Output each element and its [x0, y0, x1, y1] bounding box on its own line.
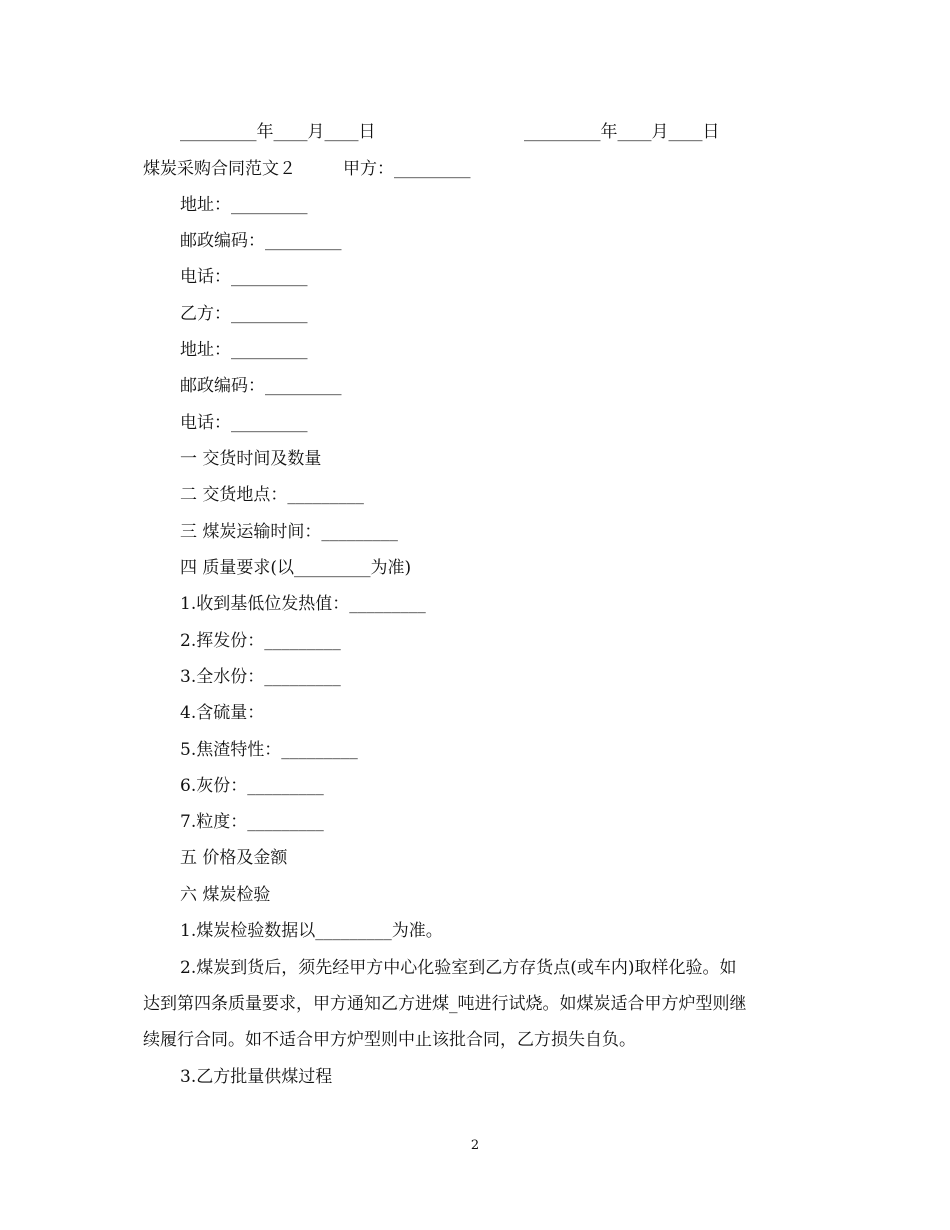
section-heading: 二 交货地点：_________: [180, 485, 364, 505]
quality-item: 4.含硫量：: [180, 703, 265, 723]
quality-item: 3.全水份：_________: [180, 667, 341, 687]
party-a-address: 地址：_________: [180, 195, 308, 215]
party-b-address: 地址：_________: [180, 340, 308, 360]
signature-date-left: _________年____月____日: [180, 122, 376, 142]
inspection-item: 3.乙方批量供煤过程: [180, 1067, 333, 1087]
party-b-phone: 电话：_________: [180, 413, 308, 433]
inspection-paragraph-line: 达到第四条质量要求，甲方通知乙方进煤_吨进行试烧。如煤炭适合甲方炉型则继: [143, 994, 747, 1014]
quality-item: 2.挥发份：_________: [180, 631, 341, 651]
party-a-postal-code: 邮政编码：_________: [180, 231, 342, 251]
party-b-field: 乙方：_________: [180, 304, 308, 324]
section-heading: 五 价格及金额: [180, 848, 288, 868]
quality-item: 1.收到基低位发热值：_________: [180, 594, 426, 614]
quality-item: 6.灰份：_________: [180, 776, 324, 796]
document-title: 煤炭采购合同范文２: [143, 159, 296, 179]
party-b-postal-code: 邮政编码：_________: [180, 376, 342, 396]
page-number: 2: [470, 1138, 480, 1153]
inspection-item: 1.煤炭检验数据以_________为准。: [180, 921, 443, 941]
party-a-field: 甲方：_________: [343, 159, 471, 179]
section-heading: 一 交货时间及数量: [180, 449, 322, 469]
party-a-phone: 电话：_________: [180, 267, 308, 287]
quality-item: 7.粒度：_________: [180, 812, 324, 832]
inspection-paragraph-line: 2.煤炭到货后，须先经甲方中心化验室到乙方存货点(或车内)取样化验。如: [180, 958, 737, 978]
section-heading: 四 质量要求(以_________为准): [180, 558, 412, 578]
signature-date-right: _________年____月____日: [524, 122, 720, 142]
section-heading: 六 煤炭检验: [180, 885, 271, 905]
quality-item: 5.焦渣特性：_________: [180, 740, 358, 760]
inspection-paragraph-line: 续履行合同。如不适合甲方炉型则中止该批合同，乙方损失自负。: [143, 1030, 636, 1050]
section-heading: 三 煤炭运输时间：_________: [180, 522, 398, 542]
